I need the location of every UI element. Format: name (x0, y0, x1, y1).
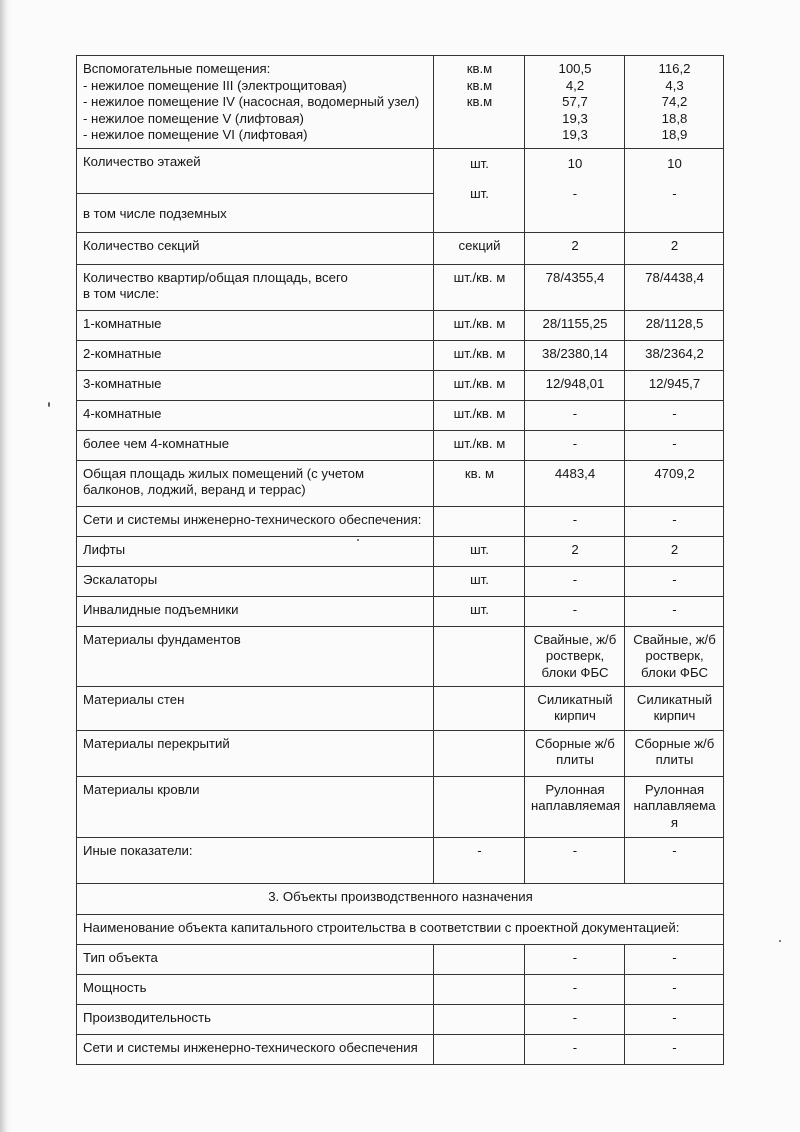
row-label: Материалы перекрытий (77, 730, 434, 776)
table-row-object-name (77, 914, 724, 944)
value-line: 19,3 (562, 127, 588, 142)
row-label: Производительность (77, 1004, 434, 1034)
unit-cell: шт. (434, 536, 525, 566)
value-cell-1: 4483,4 (525, 460, 625, 506)
value-line: 10 (567, 155, 583, 171)
row-label-line: - нежилое помещение III (электрощитовая) (83, 77, 347, 93)
table-row-3-room (77, 370, 724, 400)
table-row-living-area (77, 460, 724, 506)
value-cell-2: - (625, 1004, 724, 1034)
unit-cell: шт./кв. м (434, 340, 525, 370)
row-label: Общая площадь жилых помещений (с учетом балконов, лоджий, веранд и террас) (77, 460, 434, 506)
value-line: 4,2 (565, 77, 585, 93)
table-row-networks (77, 506, 724, 536)
table-row-apartments-total (77, 264, 724, 310)
scan-speck (779, 940, 781, 942)
unit-cell (434, 148, 525, 232)
row-label-line: - нежилое помещение V (лифтовая) (83, 110, 304, 126)
unit-cell (434, 506, 525, 536)
table-row-escalators (77, 566, 724, 596)
table-row-floors (77, 148, 724, 193)
unit-cell: шт./кв. м (434, 430, 525, 460)
value-cell-2: - (625, 566, 724, 596)
unit-cell: шт. (434, 596, 525, 626)
unit-cell (434, 626, 525, 686)
value-cell-1: - (525, 974, 625, 1004)
unit-cell (434, 686, 525, 730)
value-cell-1: - (525, 430, 625, 460)
value-cell-2: - (625, 400, 724, 430)
value-cell-2: Свайные, ж/б ростверк, блоки ФБС (625, 626, 724, 686)
row-label: Количество квартир/общая площадь, всего в том числе: (77, 264, 434, 310)
value-cell-2: - (625, 596, 724, 626)
table-row-object-type (77, 944, 724, 974)
unit-cell: кв. м (434, 460, 525, 506)
row-label: 4-комнатные (77, 400, 434, 430)
table-row-disabled-lifts (77, 596, 724, 626)
value-line: 100,5 (558, 61, 592, 76)
table-row-foundation (77, 626, 724, 686)
table-row-roof (77, 776, 724, 837)
row-label: Лифты (77, 536, 434, 566)
scan-edge-shadow (0, 0, 12, 1132)
row-label-line: - нежилое помещение VI (лифтовая) (83, 127, 308, 142)
table-row-5plus-room (77, 430, 724, 460)
value-line: 19,3 (562, 110, 588, 126)
value-cell-2: - (625, 944, 724, 974)
unit-cell (434, 56, 525, 149)
scan-speck (48, 402, 50, 407)
value-cell-1: 28/1155,25 (525, 310, 625, 340)
value-cell-2: Рулонная наплавляема я (625, 776, 724, 837)
unit-cell (434, 974, 525, 1004)
unit-cell (434, 944, 525, 974)
value-cell-1: 38/2380,14 (525, 340, 625, 370)
row-label: Иные показатели: (77, 837, 434, 883)
value-cell-2: 2 (625, 232, 724, 264)
row-label: Количество секций (77, 232, 434, 264)
unit-line: кв.м (466, 61, 493, 76)
table-row-lifts (77, 536, 724, 566)
row-label: Мощность (77, 974, 434, 1004)
characteristics-table (76, 55, 724, 1065)
unit-cell (434, 1034, 525, 1064)
unit-cell: шт. (434, 566, 525, 596)
value-cell-1: - (525, 400, 625, 430)
value-line: - (572, 186, 578, 201)
value-cell-1: - (525, 596, 625, 626)
table-row-section3-heading (77, 883, 724, 914)
value-cell-2: - (625, 430, 724, 460)
row-label: Материалы стен (77, 686, 434, 730)
row-label: 1-комнатные (77, 310, 434, 340)
table-row-1-room (77, 310, 724, 340)
value-cell-2: 12/945,7 (625, 370, 724, 400)
value-line: 74,2 (661, 94, 688, 109)
value-cell-1: 12/948,01 (525, 370, 625, 400)
value-cell-1: Силикатный кирпич (525, 686, 625, 730)
value-line: 4,3 (665, 77, 684, 93)
value-line: 116,2 (658, 61, 691, 76)
row-label: Сети и системы инженерно-технического обеспечения (77, 1034, 434, 1064)
table-row-sections (77, 232, 724, 264)
unit-cell: шт./кв. м (434, 370, 525, 400)
value-line: 57,7 (562, 94, 588, 109)
value-cell-1: - (525, 944, 625, 974)
table-row-engineering-networks (77, 1034, 724, 1064)
value-cell-2: 28/1128,5 (625, 310, 724, 340)
row-label: Материалы кровли (77, 776, 434, 837)
value-cell-1: - (525, 1034, 625, 1064)
value-cell-1: - (525, 837, 625, 883)
value-cell-2 (625, 56, 724, 149)
value-cell-2: - (625, 1034, 724, 1064)
table-row-slabs (77, 730, 724, 776)
table-row-aux-spaces (77, 56, 724, 149)
unit-cell (434, 1004, 525, 1034)
row-label-line: Вспомогательные помещения: (83, 61, 271, 76)
row-label-line: - нежилое помещение IV (насосная, водомерный узел) (83, 94, 420, 109)
value-cell-2 (625, 148, 724, 232)
unit-cell: шт./кв. м (434, 400, 525, 430)
unit-line: кв.м (466, 77, 493, 93)
row-label: Материалы фундаментов (77, 626, 434, 686)
unit-line: шт. (470, 186, 489, 201)
table-row-other (77, 837, 724, 883)
row-label (77, 56, 434, 149)
unit-cell: секций (434, 232, 525, 264)
unit-cell: шт./кв. м (434, 264, 525, 310)
unit-cell (434, 730, 525, 776)
table-row-walls (77, 686, 724, 730)
table-row-2-room (77, 340, 724, 370)
value-cell-2: - (625, 506, 724, 536)
value-line: 18,8 (661, 110, 688, 126)
value-cell-1 (525, 148, 625, 232)
table-row-capacity (77, 974, 724, 1004)
row-label: Эскалаторы (77, 566, 434, 596)
object-name-row: Наименование объекта капитального строительства в соответствии с проектной документацией: (77, 914, 724, 944)
unit-line: кв.м (466, 94, 493, 109)
value-cell-1: Свайные, ж/б ростверк, блоки ФБС (525, 626, 625, 686)
value-cell-1: Рулонная наплавляемая (525, 776, 625, 837)
row-label: Количество этажей (77, 148, 434, 193)
value-cell-1: Сборные ж/б плиты (525, 730, 625, 776)
value-cell-1: - (525, 1004, 625, 1034)
unit-cell: шт./кв. м (434, 310, 525, 340)
value-line: - (672, 186, 677, 201)
section-heading: 3. Объекты производственного назначения (77, 883, 724, 914)
value-cell-2: 2 (625, 536, 724, 566)
value-cell-1: 2 (525, 536, 625, 566)
table-row-4-room (77, 400, 724, 430)
row-label: 3-комнатные (77, 370, 434, 400)
unit-cell (434, 776, 525, 837)
value-cell-2: - (625, 974, 724, 1004)
unit-line: шт. (470, 155, 489, 171)
value-cell-1 (525, 56, 625, 149)
value-cell-2: 78/4438,4 (625, 264, 724, 310)
row-label: Инвалидные подъемники (77, 596, 434, 626)
row-label: Тип объекта (77, 944, 434, 974)
table-row-productivity (77, 1004, 724, 1034)
row-label: более чем 4-комнатные (77, 430, 434, 460)
row-label: 2-комнатные (77, 340, 434, 370)
value-cell-2: 4709,2 (625, 460, 724, 506)
value-cell-2: Сборные ж/б плиты (625, 730, 724, 776)
value-cell-2: Силикатный кирпич (625, 686, 724, 730)
value-line: 10 (667, 155, 682, 171)
row-label: в том числе подземных (77, 193, 434, 232)
value-cell-2: 38/2364,2 (625, 340, 724, 370)
value-cell-1: 2 (525, 232, 625, 264)
value-line: 18,9 (661, 127, 688, 142)
value-cell-1: - (525, 566, 625, 596)
value-cell-2: - (625, 837, 724, 883)
value-cell-1: 78/4355,4 (525, 264, 625, 310)
unit-cell: - (434, 837, 525, 883)
value-cell-1: - (525, 506, 625, 536)
row-label: Сети и системы инженерно-технического обеспечения: (77, 506, 434, 536)
